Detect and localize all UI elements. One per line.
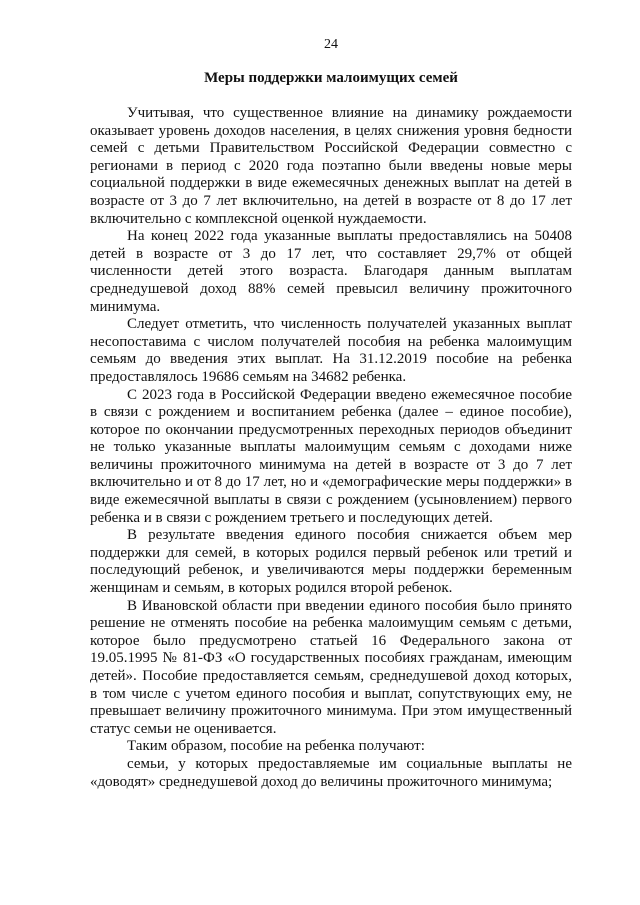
- paragraph-payments-2022: На конец 2022 года указанные выплаты предоставлялись на 50408 детей в возрасте от 3 до 17 лет, что составляет 29,7% от общей численности детей этого возраста. Благодаря данным выплатам среднедушевой доход 88% семей превысил величину прожиточного минимума.: [90, 228, 572, 315]
- document-page: [90, 36, 572, 791]
- paragraph-recipients-intro: Таким образом, пособие на ребенка получают:: [127, 738, 425, 755]
- paragraph-birthrate-income: Учитывая, что существенное влияние на динамику рождаемости оказывает уровень доходов населения, в целях снижения уровня бедности семей с детьми Правительством Российской Федерации совместно с регионами в период с 2020 года поэтапно были введены новые меры социальной поддержки в виде ежемесячных денежных выплат на детей в возрасте от 3 до 7 лет включительно, на детей в возрасте от 8 до 17 лет включительно с комплексной оценкой нуждаемости.: [90, 105, 572, 227]
- section-title: Меры поддержки малоимущих семей: [204, 70, 458, 86]
- paragraph-ivanovo-region: В Ивановской области при введении единого пособия было принято решение не отменять пособие на ребенка малоимущим семьям с детьми, которое было предусмотрено статьей 16 Федерального закона от 19.05.1995 № 81-ФЗ «О государственных пособиях гражданам, имеющим детей». Пособие предоставляется семьям, среднедушевой доход которых, в том числе с учетом единого пособия и выплат, сопутствующих ему, не превышает величину прожиточного минимума. При этом имущественный статус семьи не оценивается.: [90, 597, 572, 737]
- paragraph-recipients-comparison: Следует отметить, что численность получателей указанных выплат несопоставима с числом получателей пособия на ребенка малоимущим семьям до введения этих выплат. На 31.12.2019 пособие на ребенка предоставлялось 19686 семьям на 34682 ребенка.: [90, 316, 572, 385]
- paragraph-recipients-families: семьи, у которых предоставляемые им социальные выплаты не «доводят» среднедушевой доход до величины прожиточного минимума;: [90, 755, 572, 790]
- paragraph-support-changes: В результате введения единого пособия снижается объем мер поддержки для семей, в которых родился первый ребенок или третий и последующий ребенок, и увеличиваются меры поддержки беременным женщинам и семьям, в которых родился второй ребенок.: [90, 527, 572, 597]
- paragraph-unified-allowance: С 2023 года в Российской Федерации введено ежемесячное пособие в связи с рождением и воспитанием ребенка (далее – единое пособие), которое по окончании предусмотренных переходных периодов объединит не только указанные выплаты малоимущим семьям с доходами ниже величины прожиточного минимума на детей в возрасте от 3 до 7 лет включительно и от 8 до 17 лет, но и «демографические меры поддержки» в виде ежемесячной выплаты в связи с рождением (усыновлением) первого ребенка и в связи с рождением третьего и последующих детей.: [90, 386, 572, 526]
- page-number: 24: [324, 37, 338, 52]
